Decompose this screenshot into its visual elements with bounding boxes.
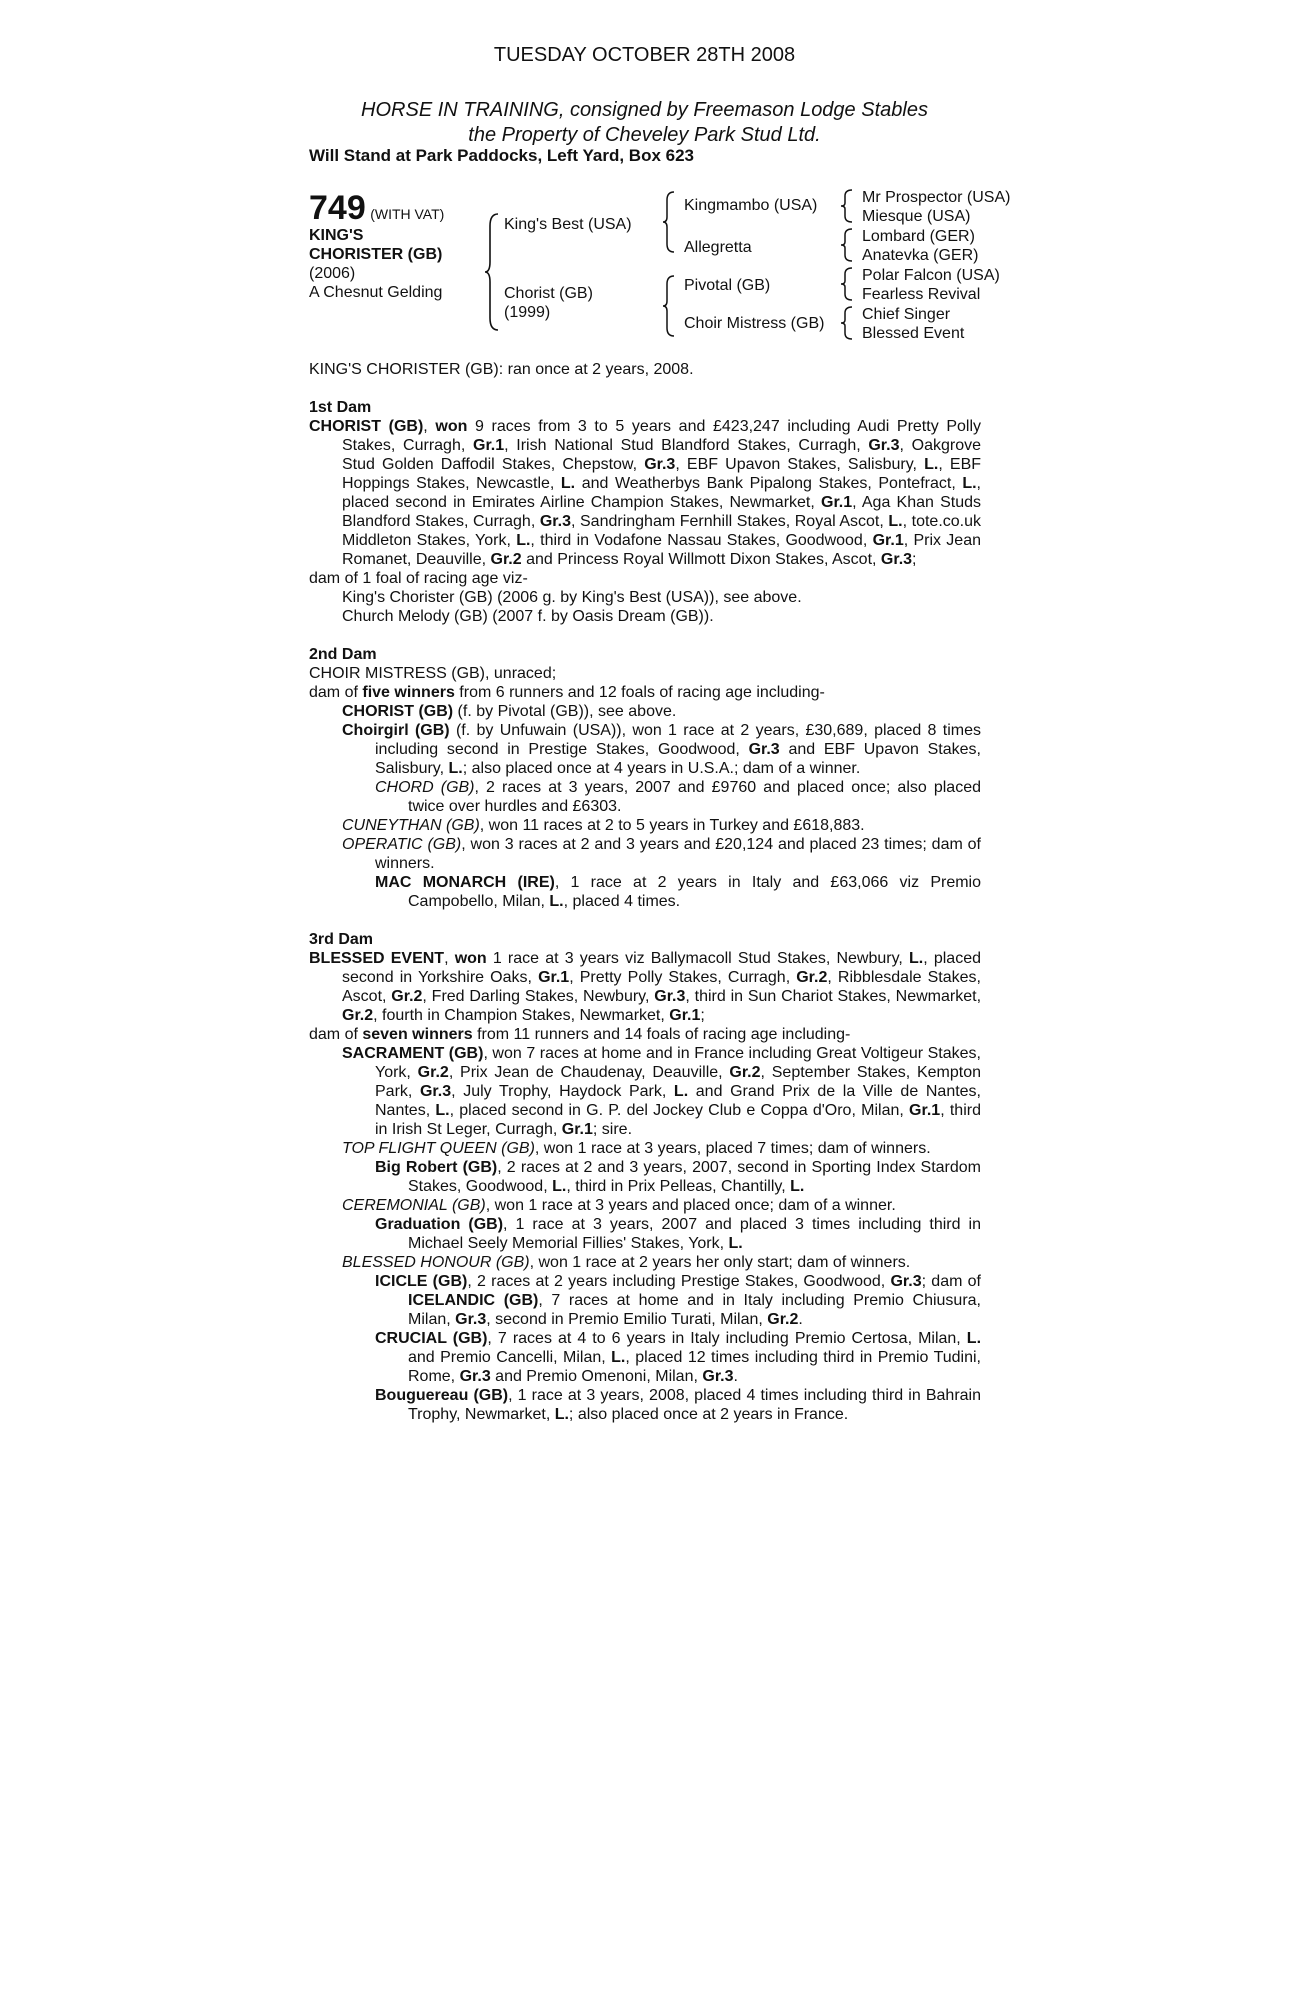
pedigree-brace-dd [840, 305, 854, 341]
produce-item: Graduation (GB), 1 race at 3 years, 2007 and placed 3 times including third in Michael Seely Memorial Fillies' Stakes, York, L. [375, 1216, 982, 1252]
foaling-year: (2006) [309, 265, 356, 282]
produce-item: CUNEYTHAN (GB), won 11 races at 2 to 5 years in Turkey and £618,883. [342, 817, 865, 834]
produce-item: MAC MONARCH (IRE), 1 race at 2 years in Italy and £63,066 viz Premio Campobello, Milan, L., placed 4 times. [375, 874, 982, 910]
consignor-line: HORSE IN TRAINING, consigned by Freemason Lodge Stables [361, 99, 928, 121]
pedigree-brace-sd [840, 227, 854, 263]
horse-description: A Chesnut Gelding [309, 284, 443, 301]
sale-date: TUESDAY OCTOBER 28TH 2008 [493, 44, 796, 66]
produce-item: BLESSED HONOUR (GB), won 1 race at 2 years her only start; dam of winners. [342, 1254, 911, 1271]
produce-item: ICICLE (GB), 2 races at 2 years including Prestige Stakes, Goodwood, Gr.3; dam of ICELANDIC (GB), 7 races at home and in Italy including Premio Chiusura, Milan, Gr.3, second in Premio Emilio Turati, Milan, Gr.2. [375, 1273, 982, 1328]
third-dam-heading: 3rd Dam [309, 931, 374, 948]
pedigree-sds: Lombard (GER) [862, 228, 975, 245]
stand-location: Will Stand at Park Paddocks, Left Yard, Box 623 [309, 146, 694, 165]
pedigree-brace-main [484, 212, 500, 332]
pedigree-dam-name: Chorist (GB) [504, 285, 593, 302]
vat-label: (WITH VAT) [370, 206, 445, 222]
produce-item: SACRAMENT (GB), won 7 races at home and in France including Great Voltigeur Stakes, York, Gr.2, Prix Jean de Chaudenay, Deauville, Gr.2, September Stakes, Kempton Park, Gr.3, July Trophy, Haydock Park, L. and Grand Prix de la Ville de Nantes, Nantes, L., placed second in G. P. del Jockey Club e Coppa d'Oro, Milan, Gr.1, third in Irish St Leger, Curragh, Gr.1; sire. [342, 1045, 982, 1138]
third-dam-record: BLESSED EVENT, won 1 race at 3 years viz Ballymacoll Stud Stakes, Newbury, L., placed second in Yorkshire Oaks, Gr.1, Pretty Polly Stakes, Curragh, Gr.2, Ribblesdale Stakes, Ascot, Gr.2, Fred Darling Stakes, Newbury, Gr.3, third in Sun Chariot Stakes, Newmarket, Gr.2, fourth in Champion Stakes, Newmarket, Gr.1; [309, 950, 982, 1024]
first-dam-record: CHORIST (GB), won 9 races from 3 to 5 years and £423,247 including Audi Pretty Polly Stakes, Curragh, Gr.1, Irish National Stud Blandford Stakes, Curragh, Gr.3, Oakgrove Stud Golden Daffodil Stakes, Chepstow, Gr.3, EBF Upavon Stakes, Salisbury, L., EBF Hoppings Stakes, Newcastle, L. and Weatherbys Bank Pipalong Stakes, Pontefract, L., placed second in Emirates Airline Champion Stakes, Newmarket, Gr.1, Aga Khan Studs Blandford Stakes, Curragh, Gr.3, Sandringham Fernhill Stakes, Royal Ascot, L., tote.co.uk Middleton Stakes, York, L., third in Vodafone Nassau Stakes, Goodwood, Gr.1, Prix Jean Romanet, Deauville, Gr.2 and Princess Royal Willmott Dixon Stakes, Ascot, Gr.3; [309, 418, 982, 568]
race-summary: KING'S CHORISTER (GB): ran once at 2 years, 2008. [309, 361, 694, 378]
first-dam-heading: 1st Dam [309, 399, 372, 416]
produce-item: King's Chorister (GB) (2006 g. by King's Best (USA)), see above. [342, 589, 802, 606]
lot-number: 749 [309, 189, 366, 227]
pedigree-dam [504, 284, 593, 322]
third-dam-produce: dam of seven winners from 11 runners and 14 foals of racing age including- [309, 1026, 851, 1043]
produce-item: Choirgirl (GB) (f. by Unfuwain (USA)), won 1 race at 2 years, £30,689, placed 8 times including second in Prestige Stakes, Goodwood, Gr.3 and EBF Upavon Stakes, Salisbury, L.; also placed once at 4 years in U.S.A.; dam of a winner. [342, 722, 982, 777]
horse-name-line1: KING'S [309, 227, 364, 244]
pedigree-sire-dam: Allegretta [684, 239, 752, 256]
pedigree-brace-sire [662, 190, 676, 254]
consignment-info [0, 98, 1289, 148]
pedigree-brace-ds [840, 266, 854, 302]
second-dam-record: CHOIR MISTRESS (GB), unraced; [309, 665, 557, 682]
produce-item: CHORIST (GB) (f. by Pivotal (GB)), see above. [342, 703, 677, 720]
pedigree-dss: Polar Falcon (USA) [862, 267, 1000, 284]
produce-item: Big Robert (GB), 2 races at 2 and 3 years, 2007, second in Sporting Index Stardom Stakes, Goodwood, L., third in Prix Pelleas, Chantilly, L. [375, 1159, 982, 1195]
lot-block [309, 190, 509, 302]
pedigree-brace-ss [840, 188, 854, 224]
produce-item: TOP FLIGHT QUEEN (GB), won 1 race at 3 years, placed 7 times; dam of winners. [342, 1140, 931, 1157]
produce-item: Bouguereau (GB), 1 race at 3 years, 2008, placed 4 times including third in Bahrain Trophy, Newmarket, L.; also placed once at 2 years in France. [375, 1387, 981, 1423]
pedigree-sire-sire: Kingmambo (USA) [684, 197, 818, 214]
second-dam-produce: dam of five winners from 6 runners and 12 foals of racing age including- [309, 684, 825, 701]
pedigree-dam-year: (1999) [504, 304, 551, 321]
pedigree-dds: Chief Singer [862, 306, 951, 323]
pedigree-sdd: Anatevka (GER) [862, 247, 979, 264]
catalogue-body [309, 360, 981, 1424]
produce-item: CEREMONIAL (GB), won 1 race at 3 years and placed once; dam of a winner. [342, 1197, 896, 1214]
pedigree-ssd: Miesque (USA) [862, 208, 971, 225]
pedigree-ddd: Blessed Event [862, 325, 965, 342]
owner-line: the Property of Cheveley Park Stud Ltd. [468, 124, 821, 146]
pedigree-sss: Mr Prospector (USA) [862, 189, 1011, 206]
horse-name-line2: CHORISTER (GB) [309, 246, 443, 263]
produce-item: OPERATIC (GB), won 3 races at 2 and 3 years and £20,124 and placed 23 times; dam of winners. [342, 836, 981, 872]
pedigree-dam-dam: Choir Mistress (GB) [684, 315, 825, 332]
pedigree-dsd: Fearless Revival [862, 286, 981, 303]
first-dam-produce: dam of 1 foal of racing age viz- [309, 570, 528, 587]
produce-item: CRUCIAL (GB), 7 races at 4 to 6 years in Italy including Premio Certosa, Milan, L. and Premio Cancelli, Milan, L., placed 12 times including third in Premio Tudini, Rome, Gr.3 and Premio Omenoni, Milan, Gr.3. [375, 1330, 982, 1385]
pedigree-dam-sire: Pivotal (GB) [684, 277, 771, 294]
second-dam-heading: 2nd Dam [309, 646, 377, 663]
pedigree-sire: King's Best (USA) [504, 216, 632, 233]
pedigree-brace-dam [662, 274, 676, 338]
produce-item: Church Melody (GB) (2007 f. by Oasis Dream (GB)). [342, 608, 714, 625]
produce-item: CHORD (GB), 2 races at 3 years, 2007 and £9760 and placed once; also placed twice over hurdles and £6303. [375, 779, 981, 815]
